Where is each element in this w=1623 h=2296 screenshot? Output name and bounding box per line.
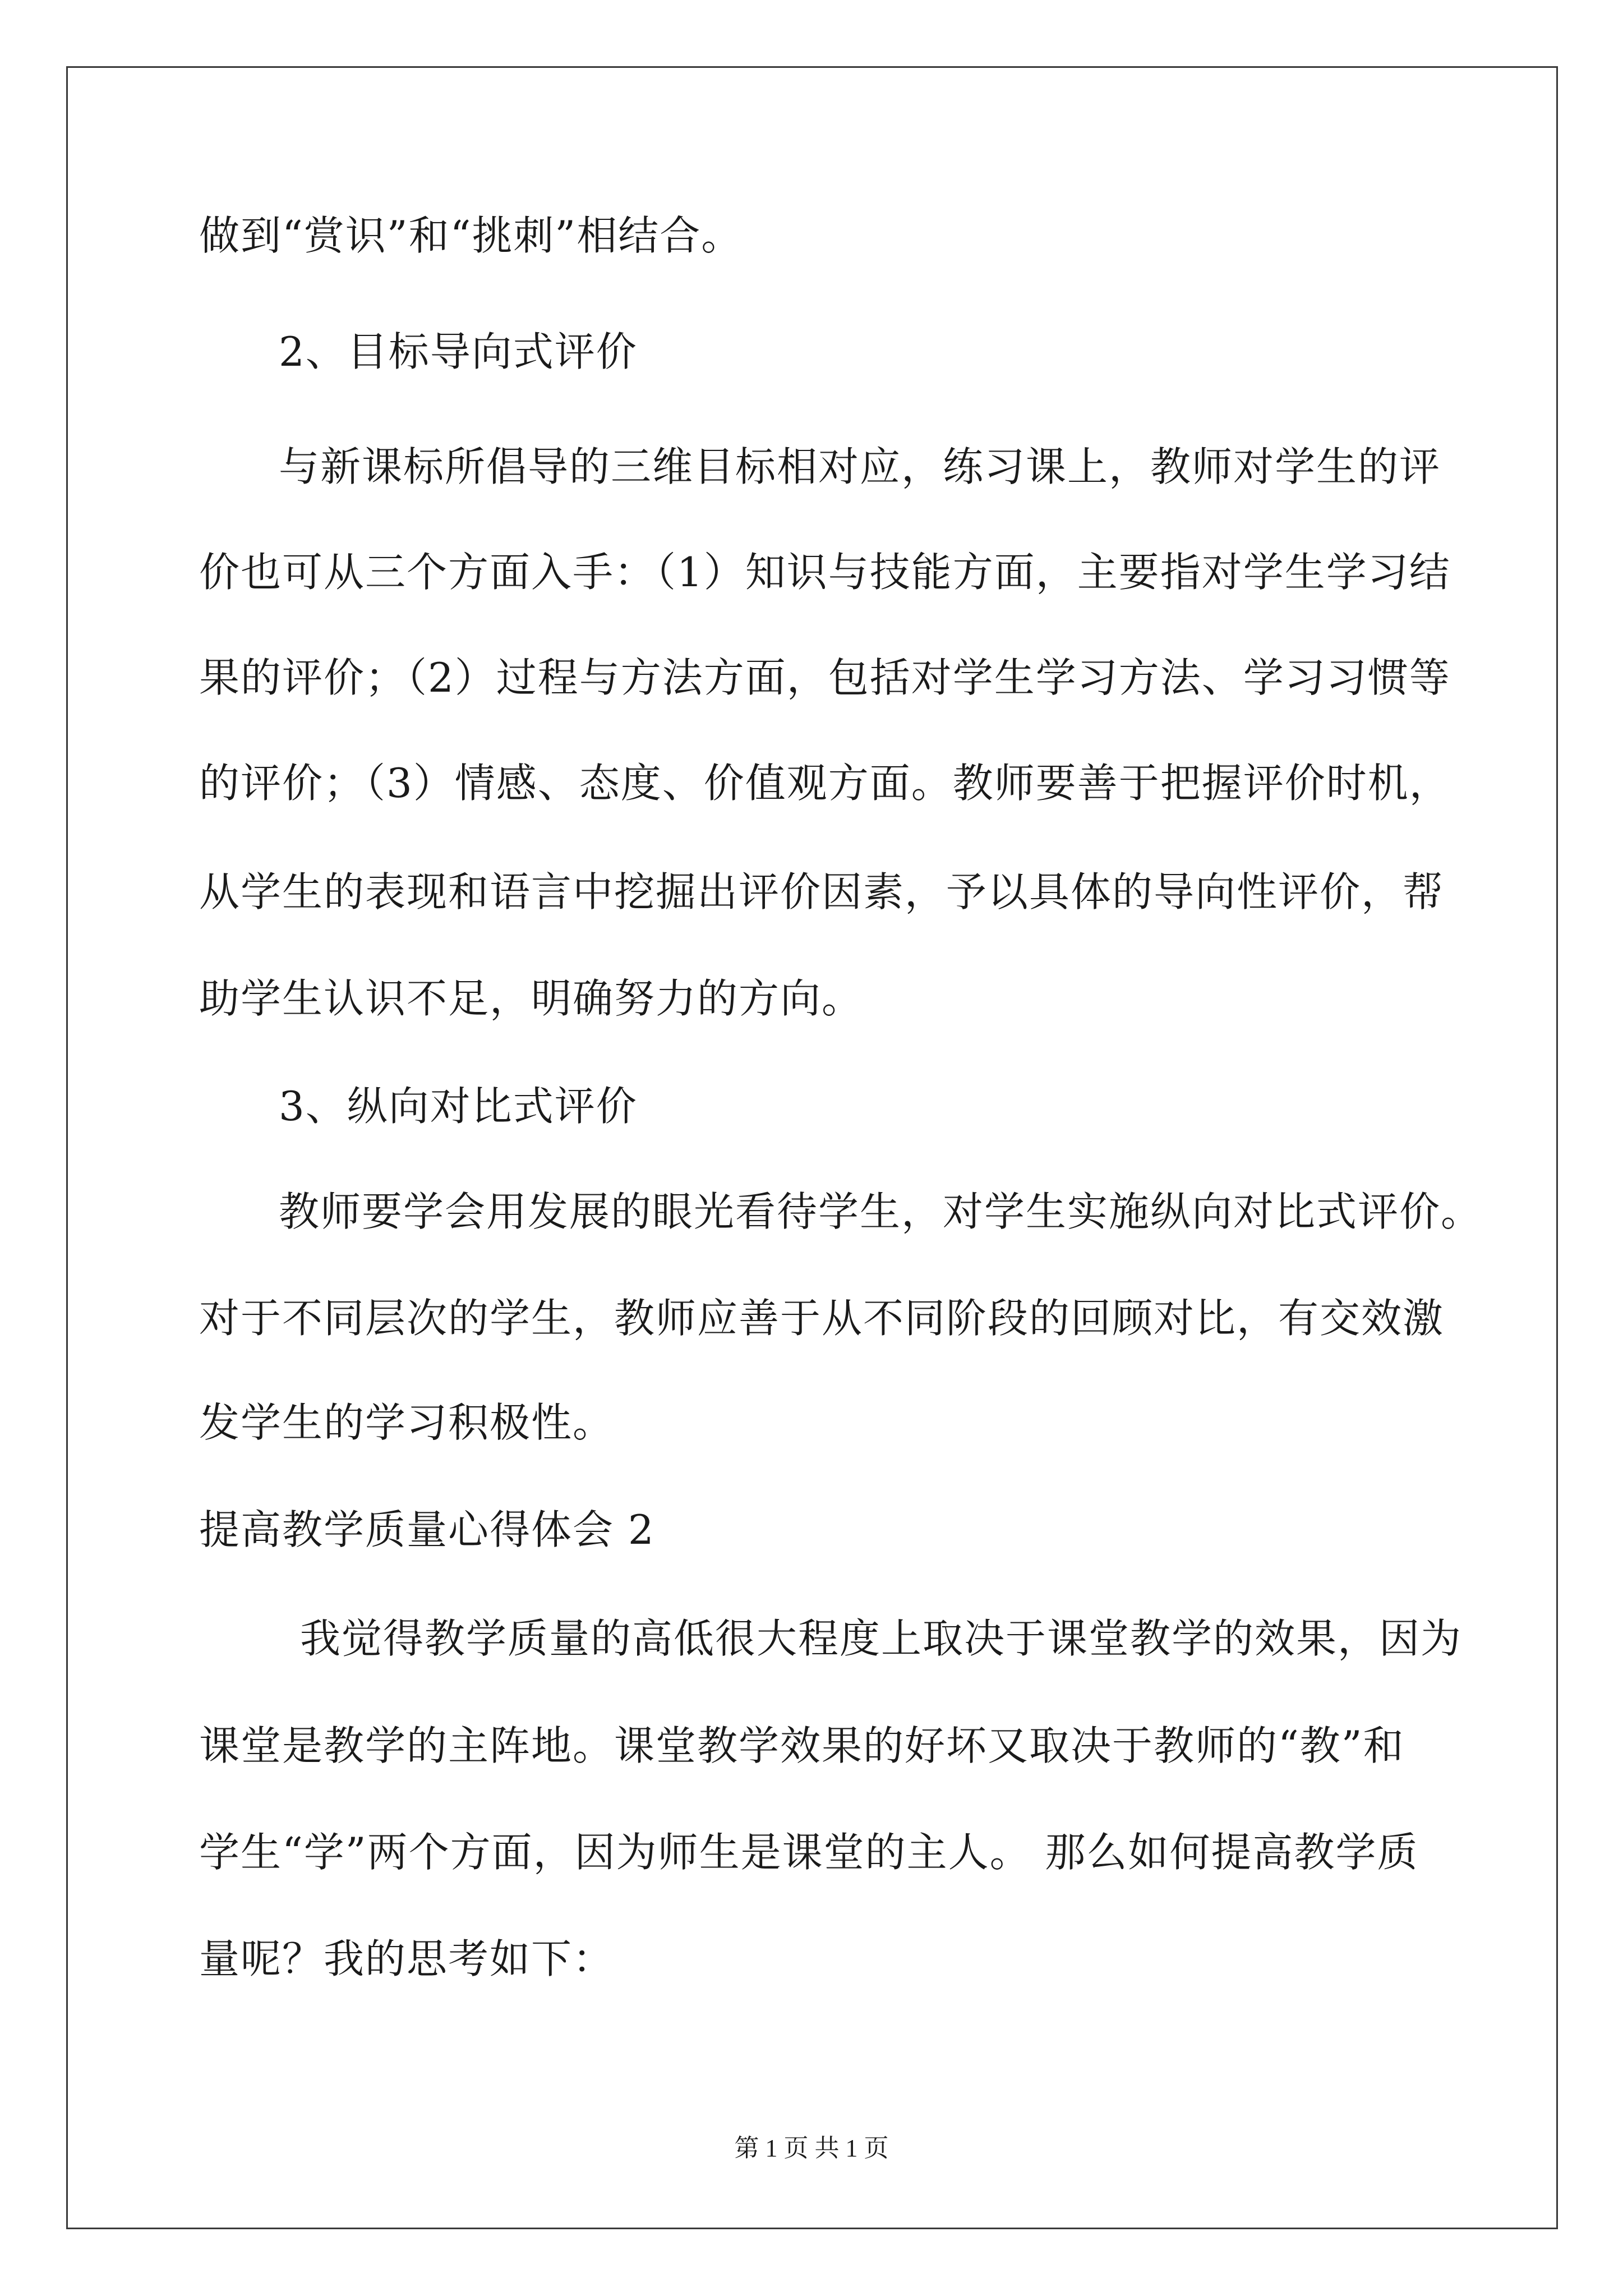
- text-line: 从学生的表现和语言中挖掘出评价因素，予以具体的导向性评价，帮: [199, 868, 1445, 915]
- text-line: 做到“赏识”和“挑刺”相结合。: [199, 212, 743, 259]
- text-line: 的评价；（3）情感、态度、价值观方面。教师要善于把握评价时机，: [199, 760, 1451, 807]
- text-line: 与新课标所倡导的三维目标相对应，练习课上，教师对学生的评: [279, 443, 1441, 490]
- text-line: 我觉得教学质量的高低很大程度上取决于课堂教学的效果，因为: [300, 1615, 1463, 1662]
- page-border: [66, 66, 1558, 2229]
- page-number: 第 1 页 共 1 页: [734, 2134, 889, 2162]
- text-line: 发学生的学习积极性。: [199, 1399, 615, 1446]
- text-line: 教师要学会用发展的眼光看待学生，对学生实施纵向对比式评价。: [279, 1188, 1483, 1235]
- text-line: 学生“学”两个方面，因为师生是课堂的主人。 那么如何提高教学质: [199, 1829, 1419, 1876]
- document-heading: 提高教学质量心得体会 2: [199, 1506, 655, 1553]
- text-line: 价也可从三个方面入手：（1）知识与技能方面，主要指对学生学习结: [199, 549, 1451, 596]
- text-line: 课堂是教学的主阵地。课堂教学效果的好坏又取决于教师的“教”和: [199, 1722, 1405, 1769]
- text-line: 量呢？我的思考如下：: [199, 1935, 615, 1982]
- text-line: 对于不同层次的学生，教师应善于从不同阶段的回顾对比，有交效激: [199, 1295, 1445, 1342]
- text-line: 助学生认识不足，明确努力的方向。: [199, 975, 864, 1022]
- section-heading: 3、纵向对比式评价: [279, 1083, 638, 1130]
- section-heading: 2、目标导向式评价: [279, 328, 638, 375]
- text-line: 果的评价；（2）过程与方法方面，包括对学生学习方法、学习习惯等: [199, 654, 1451, 701]
